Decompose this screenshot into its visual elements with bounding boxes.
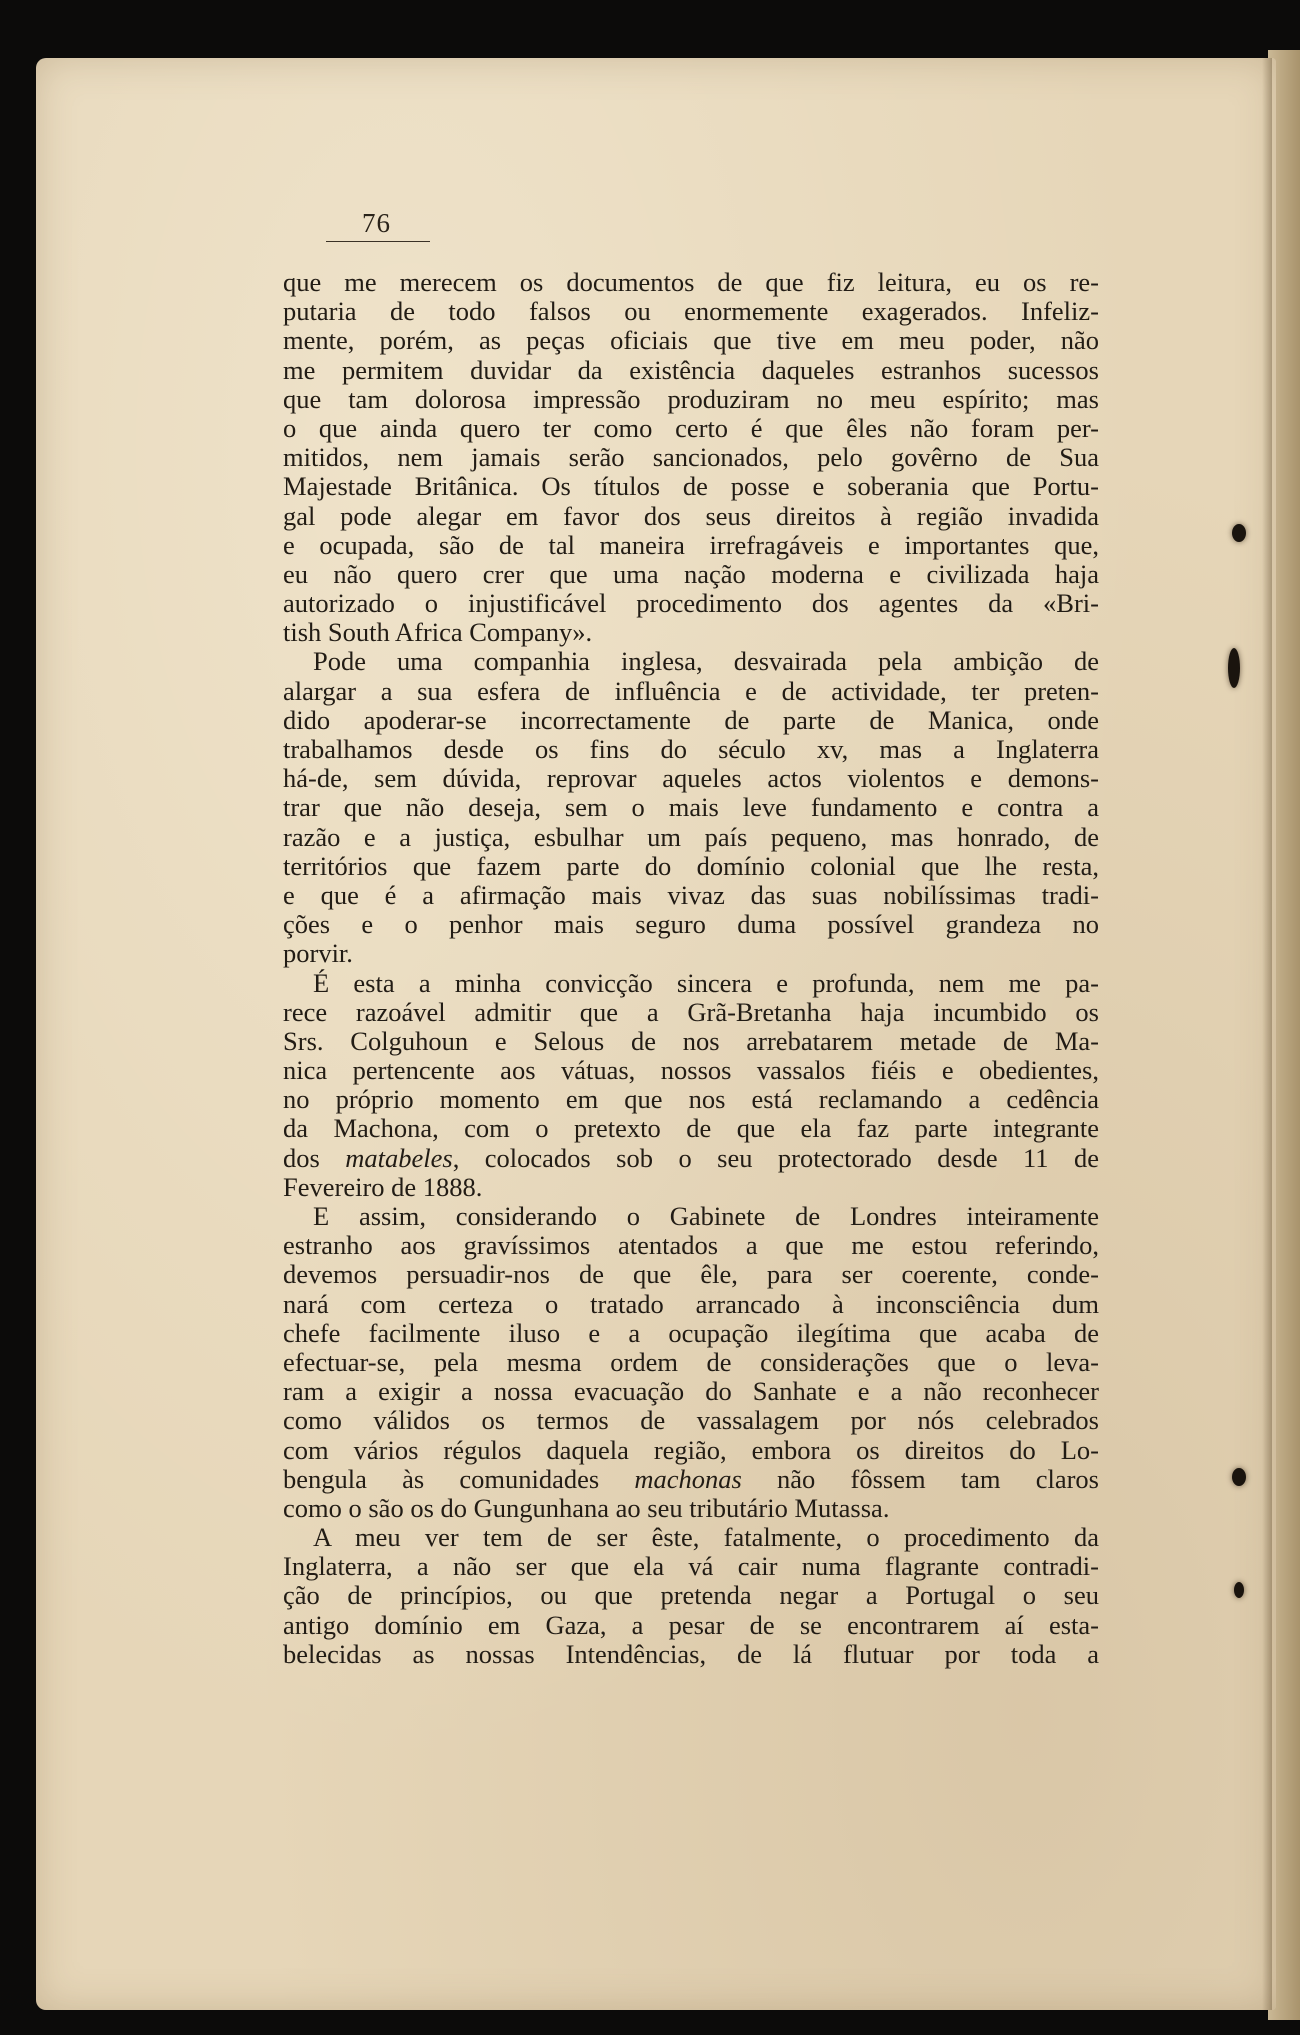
text-line: alargar a sua esfera de influência e de actividade, ter preten- <box>283 675 1099 706</box>
page-gutter-shadow <box>1262 58 1272 2010</box>
text-line: devemos persuadir-nos de que êle, para ser coerente, conde- <box>283 1259 1099 1290</box>
text-line: mitidos, nem jamais serão sancionados, pelo govêrno de Sua <box>283 442 1099 473</box>
binding-hole <box>1232 1468 1246 1486</box>
text-line: ções e o penhor mais seguro duma possível grandeza no <box>283 909 1099 940</box>
text-line: ram a exigir a nossa evacuação do Sanhate e a não reconhecer <box>283 1376 1099 1407</box>
text-segment: dos <box>283 1142 346 1173</box>
text-line: putaria de todo falsos ou enormemente exagerados. Infeliz- <box>283 296 1099 327</box>
binding-hole <box>1228 648 1240 688</box>
italic-term: matabeles <box>345 1142 453 1173</box>
text-line: ção de princípios, ou que pretenda negar a Portugal o seu <box>283 1580 1099 1611</box>
text-line: da Machona, com o pretexto de que ela faz parte integrante <box>283 1113 1099 1144</box>
text-line: chefe facilmente iluso e a ocupação ilegítima que acaba de <box>283 1317 1099 1348</box>
text-line: autorizado o injustificável procedimento dos agentes da «Bri- <box>283 588 1099 619</box>
text-line: nará com certeza o tratado arrancado à inconsciência dum <box>283 1288 1099 1319</box>
text-line: efectuar-se, pela mesma ordem de considerações que o leva- <box>283 1346 1099 1377</box>
binding-hole <box>1232 524 1246 542</box>
text-line: há-de, sem dúvida, reprovar aqueles actos violentos e demons- <box>283 763 1099 794</box>
page-number-rule <box>326 241 430 242</box>
text-line: nica pertencente aos vátuas, nossos vassalos fiéis e obedientes, <box>283 1055 1099 1086</box>
text-line: belecidas as nossas Intendências, de lá flutuar por toda a <box>283 1638 1099 1669</box>
text-line: rece razoável admitir que a Grã-Bretanha haja incumbido os <box>283 996 1099 1027</box>
text-line <box>283 1465 1099 1494</box>
text-line: eu não quero crer que uma nação moderna e civilizada haja <box>283 558 1099 589</box>
text-line: Inglaterra, a não ser que ela vá cair numa flagrante contradi- <box>283 1551 1099 1582</box>
body-text <box>283 268 1099 1669</box>
text-line: me permitem duvidar da existência daqueles estranhos sucessos <box>283 354 1099 385</box>
text-line: Majestade Britânica. Os títulos de posse e soberania que Portu- <box>283 471 1099 502</box>
text-line: territórios que fazem parte do domínio colonial que lhe resta, <box>283 850 1099 881</box>
text-line: como o são os do Gungunhana ao seu tributário Mutassa. <box>283 1492 890 1523</box>
text-line <box>283 1144 1099 1173</box>
binding-hole <box>1234 1582 1244 1598</box>
text-line: porvir. <box>283 938 353 969</box>
text-line: A meu ver tem de ser êste, fatalmente, o procedimento da <box>313 1522 1099 1553</box>
text-line: estranho aos gravíssimos atentados a que me estou referindo, <box>283 1230 1099 1261</box>
text-line: razão e a justiça, esbulhar um país pequeno, mas honrado, de <box>283 821 1099 852</box>
text-line: Pode uma companhia inglesa, desvairada pela ambição de <box>313 646 1099 677</box>
text-line: no próprio momento em que nos está reclamando a cedência <box>283 1084 1099 1115</box>
text-line: mente, porém, as peças oficiais que tive em meu poder, não <box>283 325 1099 356</box>
text-line: antigo domínio em Gaza, a pesar de se encontrarem aí esta- <box>283 1609 1099 1640</box>
text-line: tish South Africa Company». <box>283 617 593 648</box>
page-number: 76 <box>362 208 391 238</box>
text-line: gal pode alegar em favor dos seus direitos à região invadida <box>283 500 1099 531</box>
text-line: É esta a minha convicção sincera e profunda, nem me pa- <box>313 967 1099 998</box>
text-line: e que é a afirmação mais vivaz das suas nobilíssimas tradi- <box>283 879 1099 910</box>
text-line: trabalhamos desde os fins do século xv, mas a Inglaterra <box>283 734 1099 764</box>
text-line: Srs. Colguhoun e Selous de nos arrebatarem metade de Ma- <box>283 1025 1099 1056</box>
text-line: que tam dolorosa impressão produziram no meu espírito; mas <box>283 383 1099 414</box>
text-line: e ocupada, são de tal maneira irrefragáveis e importantes que, <box>283 529 1099 560</box>
text-line: o que ainda quero ter como certo é que êles não foram per- <box>283 412 1099 443</box>
text-line: dido apoderar-se incorrectamente de parte de Manica, onde <box>283 704 1099 735</box>
text-line: trar que não deseja, sem o mais leve fundamento e contra a <box>283 792 1099 823</box>
text-segment: não fôssem tam claros <box>741 1463 1099 1494</box>
text-line: como válidos os termos de vassalagem por nós celebrados <box>283 1405 1099 1436</box>
italic-term: machonas <box>634 1463 742 1494</box>
text-line: com vários régulos daquela região, embora os direitos do Lo- <box>283 1434 1099 1465</box>
text-line: E assim, considerando o Gabinete de Londres inteiramente <box>313 1201 1099 1231</box>
text-segment: bengula às comunidades <box>283 1463 635 1494</box>
text-line: Fevereiro de 1888. <box>283 1171 483 1202</box>
text-segment: , colocados sob o seu protectorado desde 11 de <box>452 1142 1099 1173</box>
text-line: que me merecem os documentos de que fiz leitura, eu os re- <box>283 267 1099 297</box>
